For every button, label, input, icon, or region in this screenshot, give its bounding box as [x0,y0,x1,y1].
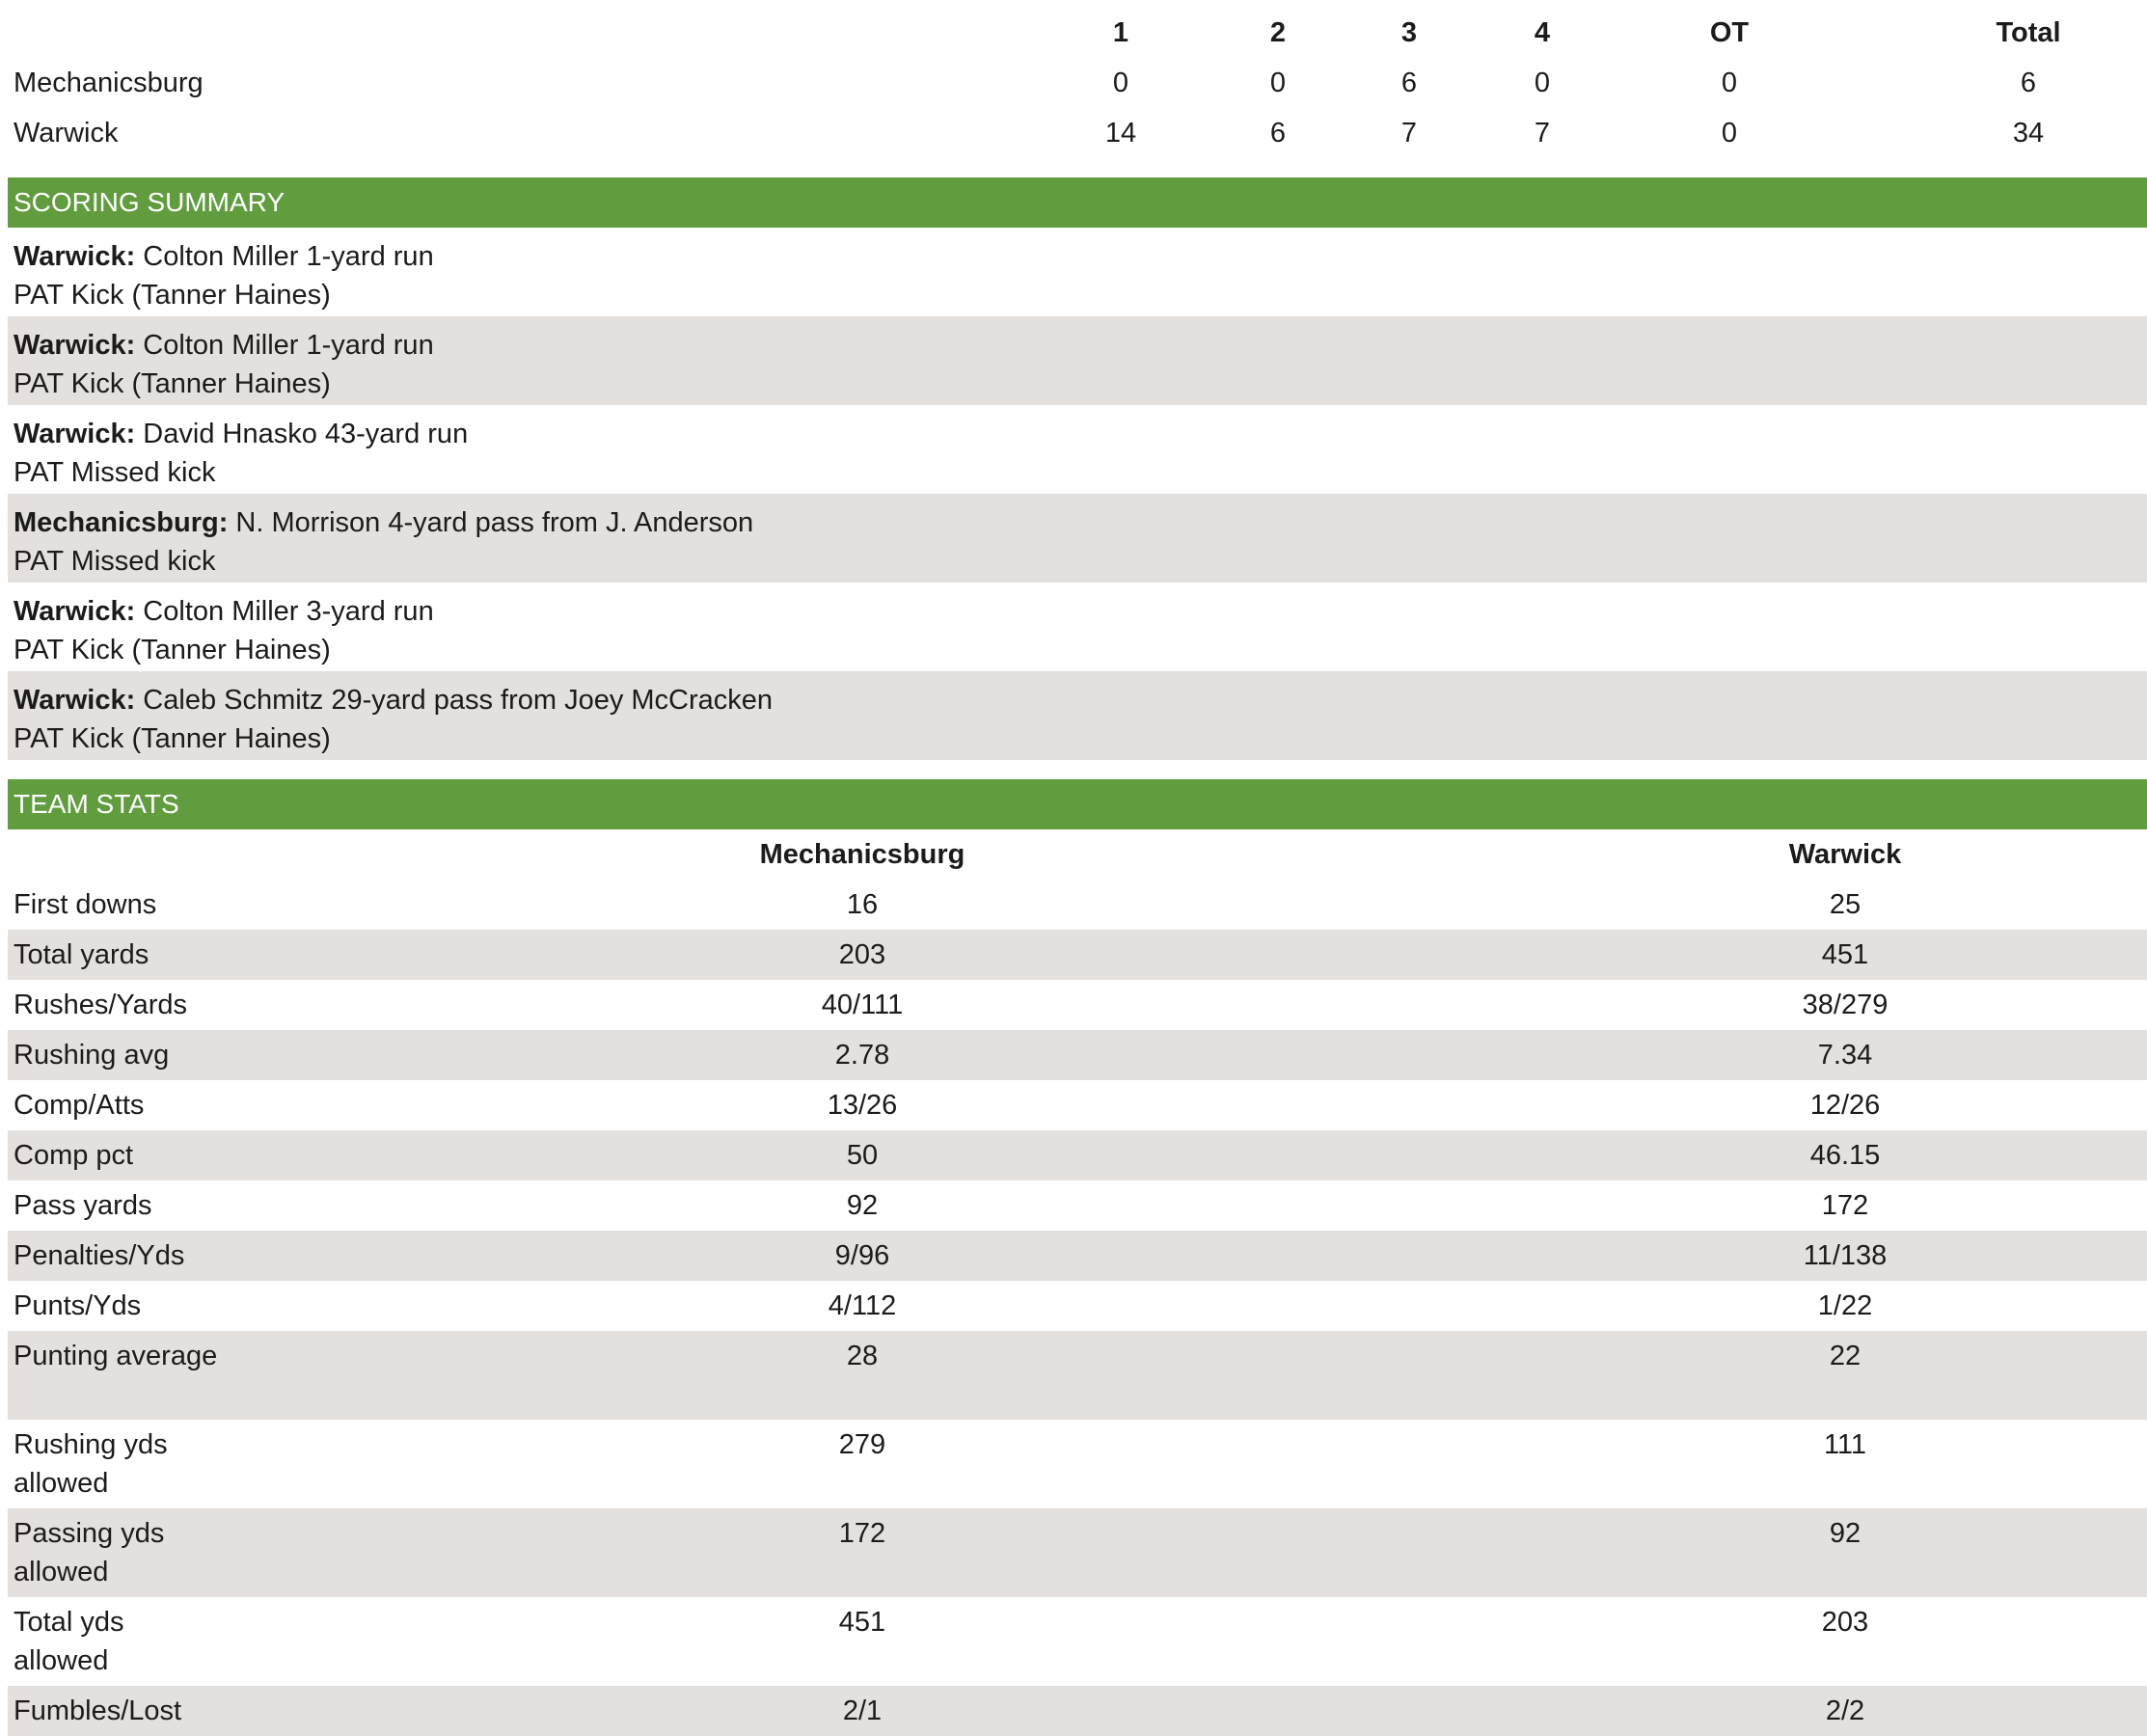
scoring-team: Warwick: [14,241,136,272]
team-stats-header: TEAM STATS [8,779,2147,829]
stat-value-team1: 9/96 [834,1240,890,1271]
score-total: 6 [2020,68,2037,98]
scoring-pat: PAT Missed kick [14,546,216,577]
stat-row [8,1420,2147,1508]
scoring-pat: PAT Kick (Tanner Haines) [14,368,331,399]
score-total: 34 [2012,118,2045,149]
stat-value-team1: 13/26 [827,1090,898,1121]
header-q1: 1 [1112,17,1129,48]
stat-value-team1: 4/112 [828,1290,897,1321]
score-q2: 0 [1269,68,1287,98]
stat-value-team1: 279 [838,1429,886,1460]
column-header-team2: Warwick [1788,839,1902,870]
stat-value-team2: 2/2 [1825,1695,1865,1726]
stat-value-team2: 25 [1829,889,1862,920]
scoring-pat: PAT Kick (Tanner Haines) [14,635,331,665]
stat-label: Total yards [14,939,149,970]
stat-label: Comp pct [14,1140,134,1171]
score-q4: 7 [1534,118,1551,149]
score-q1: 14 [1104,118,1137,149]
stat-row [8,1508,2147,1597]
stat-value-team2: 451 [1821,939,1869,970]
header-q3: 3 [1400,17,1418,48]
stat-label: Total yds allowed [14,1607,124,1676]
stat-value-team2: 12/26 [1809,1090,1881,1121]
stat-value-team2: 92 [1829,1518,1862,1549]
scoring-summary-list [8,228,2147,760]
scoring-play-description: Colton Miller 3-yard run [135,596,434,627]
scoring-team: Warwick: [14,419,136,449]
scoring-play-description: Colton Miller 1-yard run [135,241,434,272]
stat-row [8,1231,2147,1281]
stat-value-team1: 92 [846,1190,879,1221]
stat-value-team1: 40/111 [821,990,904,1020]
stat-label: Penalties/Yds [14,1240,185,1271]
stat-value-team2: 172 [1821,1190,1869,1221]
stat-value-team1: 203 [838,939,886,970]
stat-row [8,1080,2147,1130]
scoring-play [8,228,2147,316]
scoring-play-description: N. Morrison 4-yard pass from J. Anderson [228,507,754,538]
header-q4: 4 [1534,17,1551,48]
stat-label: Passing yds allowed [14,1518,165,1587]
score-q1: 0 [1112,68,1129,98]
stat-value-team1: 451 [838,1607,886,1638]
scoring-play-description: Caleb Schmitz 29-yard pass from Joey McCracken [135,685,774,716]
scoring-play [8,671,2147,760]
stat-row [8,1686,2147,1736]
stat-value-team2: 111 [1823,1429,1867,1460]
stat-label: Pass yards [14,1190,152,1221]
stat-row [8,880,2147,930]
column-header-team1: Mechanicsburg [759,839,965,870]
stat-label: First downs [14,889,157,920]
stat-value-team2: 203 [1821,1607,1869,1638]
scoring-play-description: David Hnasko 43-yard run [135,419,469,449]
stat-label: Comp/Atts [14,1090,145,1121]
stat-value-team2: 11/138 [1803,1240,1888,1271]
stat-value-team1: 2/1 [842,1695,883,1726]
stat-value-team1: 16 [846,889,879,920]
stat-row [8,930,2147,980]
team-name: Mechanicsburg [14,68,204,98]
stat-row [8,1331,2147,1420]
stat-label: Punting average [14,1341,218,1371]
score-q3: 7 [1400,118,1418,149]
header-q2: 2 [1269,17,1287,48]
scoring-team: Mechanicsburg: [14,507,229,538]
stat-value-team1: 50 [846,1140,879,1171]
score-q3: 6 [1400,68,1418,98]
score-ot: 0 [1721,68,1738,98]
stat-value-team1: 28 [846,1341,879,1371]
team-stats-table [8,829,2147,1736]
stat-label: Rushing avg [14,1040,170,1071]
stat-row [8,1281,2147,1331]
score-q2: 6 [1269,118,1287,149]
scoring-summary-header: SCORING SUMMARY [8,177,2147,228]
stat-row [8,1130,2147,1180]
stat-row [8,1597,2147,1686]
score-ot: 0 [1721,118,1738,149]
scoring-team: Warwick: [14,596,136,627]
team-name: Warwick [14,118,119,149]
stat-label: Rushes/Yards [14,990,187,1020]
stat-row [8,980,2147,1030]
stat-label: Punts/Yds [14,1290,142,1321]
stat-value-team2: 1/22 [1817,1290,1873,1321]
stat-value-team1: 2.78 [834,1040,890,1071]
stat-value-team2: 22 [1829,1341,1862,1371]
scoring-pat: PAT Missed kick [14,457,216,488]
scoring-pat: PAT Kick (Tanner Haines) [14,280,331,311]
linescore-row-warwick [8,108,2147,158]
stat-value-team2: 7.34 [1817,1040,1873,1071]
scoring-play [8,405,2147,494]
linescore-table [8,0,2147,158]
scoring-play [8,583,2147,671]
scoring-team: Warwick: [14,330,136,361]
scoring-play-description: Colton Miller 1-yard run [135,330,434,361]
stat-value-team1: 172 [838,1518,886,1549]
stat-label: Rushing yds allowed [14,1429,168,1499]
header-total: Total [1996,17,2061,48]
scoring-play [8,316,2147,405]
linescore-header-row [8,8,2147,58]
stat-row [8,1030,2147,1080]
scoring-pat: PAT Kick (Tanner Haines) [14,723,331,754]
team-stats-column-headers [8,829,2147,880]
scoring-team: Warwick: [14,685,136,716]
score-q4: 0 [1534,68,1551,98]
header-ot: OT [1709,17,1750,48]
stat-row [8,1180,2147,1231]
stat-value-team2: 38/279 [1802,990,1889,1020]
scoring-play [8,494,2147,583]
linescore-row-mechanicsburg [8,58,2147,108]
stat-label: Fumbles/Lost [14,1695,182,1726]
stat-value-team2: 46.15 [1809,1140,1881,1171]
